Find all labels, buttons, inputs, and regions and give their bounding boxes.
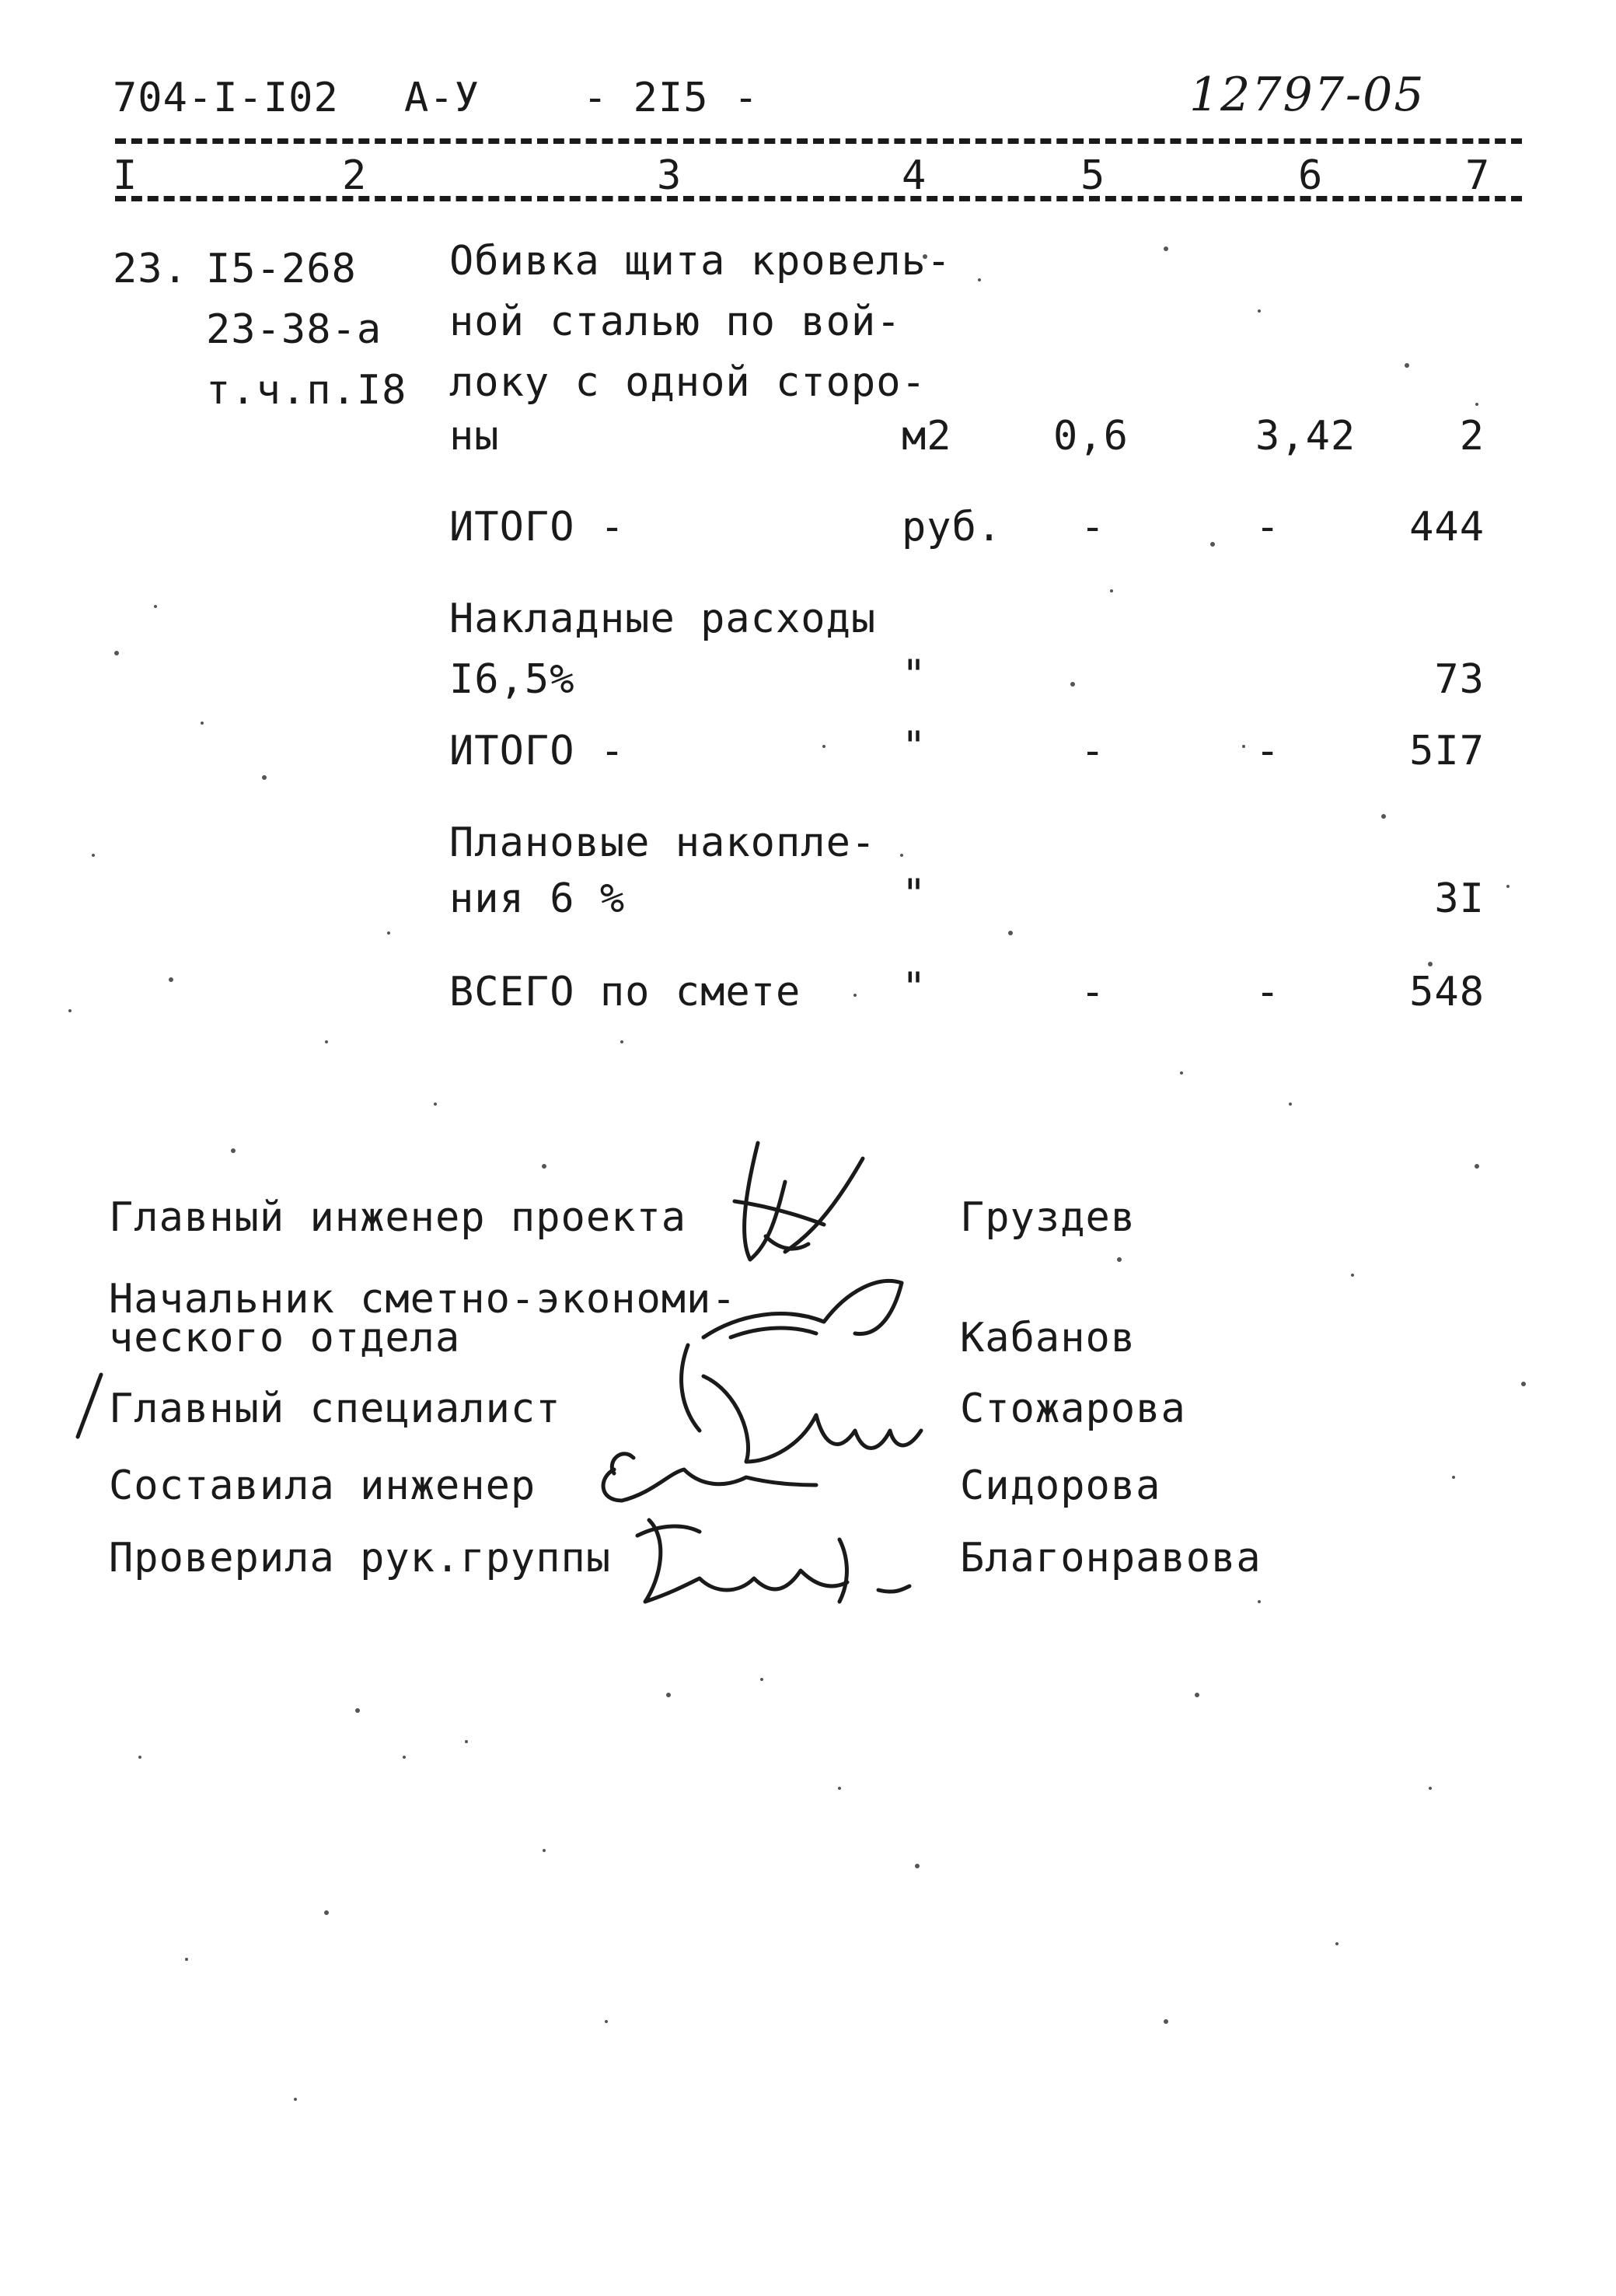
signatory-title: ческого отдела	[109, 1315, 461, 1361]
summary-qty: -	[1080, 969, 1106, 1015]
summary-unit: "	[902, 871, 927, 917]
summary-total: 3I	[1434, 875, 1485, 922]
summary-unit: руб.	[902, 504, 1003, 550]
summary-price: -	[1255, 728, 1281, 774]
column-number-7: 7	[1465, 152, 1491, 199]
entry-code: I5-268	[206, 246, 357, 292]
summary-qty: -	[1080, 728, 1106, 774]
summary-qty: -	[1080, 504, 1106, 550]
summary-label: I6,5%	[449, 656, 575, 703]
entry-number: 23.	[113, 246, 188, 292]
signature-sidorova	[603, 1470, 816, 1501]
section-code: А-У	[404, 75, 480, 121]
summary-total: 73	[1434, 656, 1485, 703]
doc-code: 704-I-I02	[113, 75, 339, 121]
summary-unit: "	[902, 723, 927, 770]
entry-description: Обивка щита кровель-	[449, 238, 952, 285]
signature-stozharova	[682, 1345, 921, 1462]
signatory-title: Начальник сметно-экономи-	[109, 1276, 737, 1323]
signature-blagonravova	[645, 1520, 909, 1602]
signatory-name: Стожарова	[960, 1386, 1186, 1432]
summary-label: ВСЕГО по смете	[449, 969, 801, 1015]
entry-total: 2	[1459, 413, 1485, 460]
signature-gruzdev	[735, 1143, 863, 1260]
entry-qty: 0,6	[1053, 413, 1129, 460]
column-number-6: 6	[1298, 152, 1324, 199]
summary-total: 444	[1409, 504, 1485, 550]
signatory-name: Кабанов	[960, 1315, 1136, 1361]
summary-label: Накладные расходы	[449, 596, 877, 642]
entry-code: т.ч.п.I8	[206, 367, 407, 414]
summary-unit: "	[902, 964, 927, 1011]
signatory-name: Благонравова	[960, 1535, 1262, 1581]
entry-description: ны	[449, 413, 500, 460]
signatory-title: Главный специалист	[109, 1386, 561, 1432]
entry-price: 3,42	[1255, 413, 1356, 460]
column-number-2: 2	[342, 152, 368, 199]
entry-description: локу с одной сторо-	[449, 359, 927, 406]
signature-kabanov	[703, 1281, 902, 1337]
signatory-title: Главный инженер проекта	[109, 1194, 687, 1241]
page-number: - 2I5 -	[583, 75, 759, 121]
slash-mark	[78, 1375, 101, 1437]
column-number-4: 4	[902, 152, 927, 199]
signatory-name: Сидорова	[960, 1463, 1161, 1509]
entry-code: 23-38-а	[206, 306, 382, 353]
column-number-1: I	[113, 152, 138, 199]
summary-label: ИТОГО -	[449, 728, 626, 774]
signatory-title: Проверила рук.группы	[109, 1535, 612, 1581]
summary-label: ИТОГО -	[449, 504, 626, 550]
entry-unit: м2	[902, 413, 952, 460]
column-number-3: 3	[657, 152, 682, 199]
summary-label: ния 6 %	[449, 875, 626, 922]
signatory-name: Груздев	[960, 1194, 1136, 1241]
summary-label: Плановые накопле-	[449, 820, 877, 866]
entry-description: ной сталью по вой-	[449, 299, 902, 345]
summary-total: 5I7	[1409, 728, 1485, 774]
summary-price: -	[1255, 969, 1281, 1015]
summary-total: 548	[1409, 969, 1485, 1015]
column-number-5: 5	[1080, 152, 1106, 199]
summary-price: -	[1255, 504, 1281, 550]
summary-unit: "	[902, 652, 927, 698]
signatory-title: Составила инженер	[109, 1463, 536, 1509]
archive-number: 12797-05	[1189, 68, 1426, 122]
